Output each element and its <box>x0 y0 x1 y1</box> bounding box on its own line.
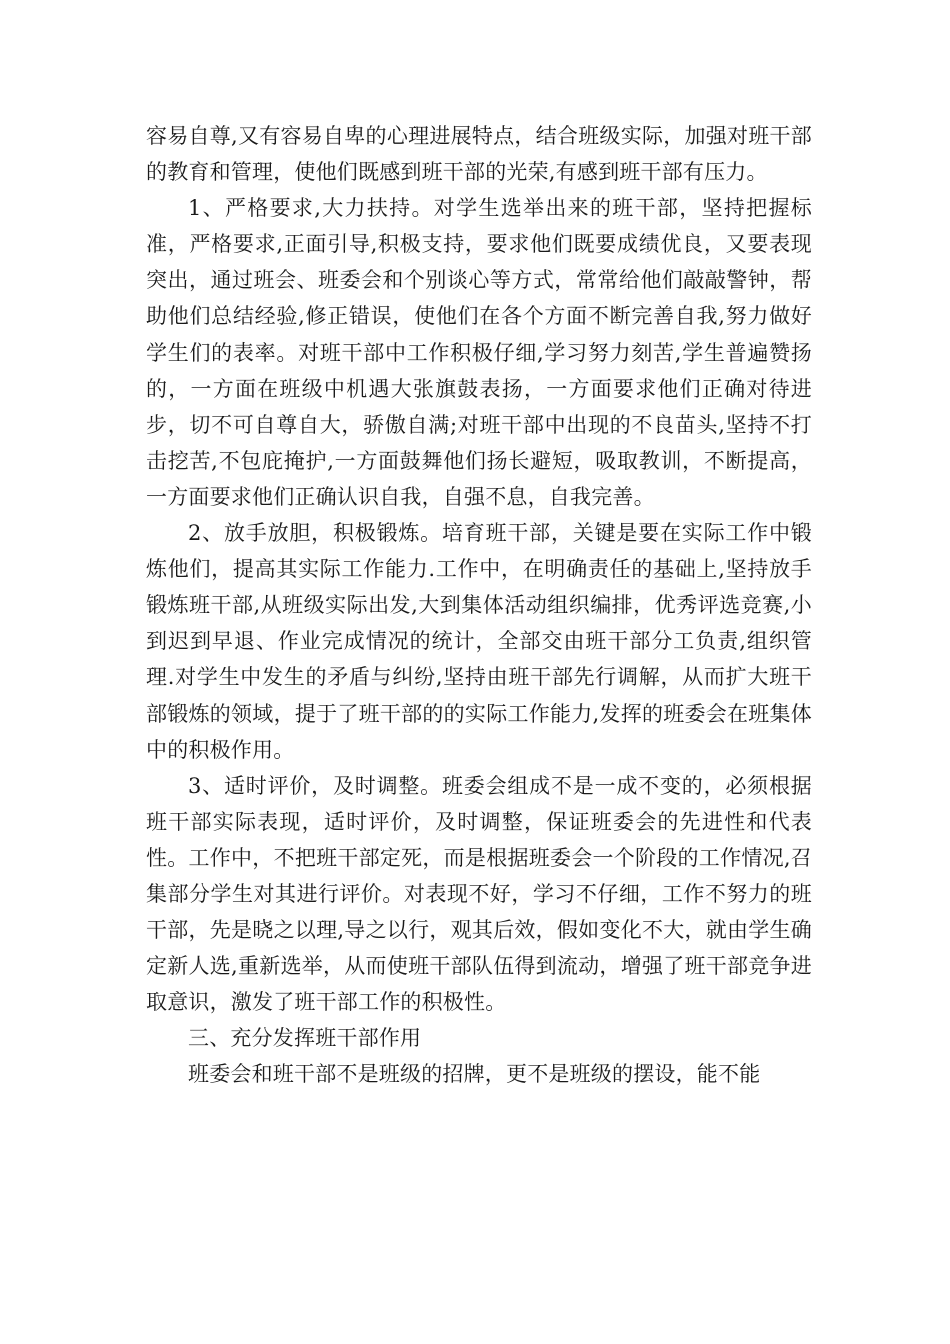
paragraph-continuation: 容易自尊,又有容易自卑的心理进展特点，结合班级实际，加强对班干部的教育和管理，使他们既感到班干部的光荣,有感到班干部有压力。 <box>146 124 812 185</box>
paragraph-item-2: 2、放手放胆，积极锻炼。培育班干部，关键是要在实际工作中锻炼他们，提高其实际工作能力.工作中，在明确责任的基础上,坚持放手锻炼班干部,从班级实际出发,大到集体活动组织编排，优秀评选竞赛,小到迟到早退、作业完成情况的统计，全部交由班干部分工负责,组织管理.对学生中发生的矛盾与纠纷,坚持由班干部先行调解，从而扩大班干部锻炼的领域，提于了班干部的的实际工作能力,发挥的班委会在班集体中的积极作用。 <box>146 521 812 762</box>
paragraph-section-intro: 班委会和班干部不是班级的招牌，更不是班级的摆设，能不能 <box>188 1062 761 1087</box>
paragraph-item-3: 3、适时评价，及时调整。班委会组成不是一成不变的，必须根据班干部实际表现，适时评价，及时调整，保证班委会的先进性和代表性。工作中，不把班干部定死，而是根据班委会一个阶段的工作情况,召集部分学生对其进行评价。对表现不好，学习不仔细，工作不努力的班干部，先是晓之以理,导之以行，观其后效，假如变化不大，就由学生确定新人选,重新选举，从而使班干部队伍得到流动，增强了班干部竞争进取意识，激发了班干部工作的积极性。 <box>146 773 812 1015</box>
document-body <box>146 118 812 1093</box>
paragraph-item-1: 1、严格要求,大力扶持。对学生选举出来的班干部，坚持把握标准，严格要求,正面引导,积极支持，要求他们既要成绩优良，又要表现突出，通过班会、班委会和个别谈心等方式，常常给他们敲敲警钟，帮助他们总结经验,修正错误，使他们在各个方面不断完善自我,努力做好学生们的表率。对班干部中工作积极仔细,学习努力刻苦,学生普遍赞扬的，一方面在班级中机遇大张旗鼓表扬，一方面要求他们正确对待进步，切不可自尊自大，骄傲自满;对班干部中出现的不良苗头,坚持不打击挖苦,不包庇掩护,一方面鼓舞他们扬长避短，吸取教训，不断提高，一方面要求他们正确认识自我，自强不息，自我完善。 <box>146 196 812 509</box>
section-heading: 三、充分发挥班干部作用 <box>188 1026 422 1051</box>
